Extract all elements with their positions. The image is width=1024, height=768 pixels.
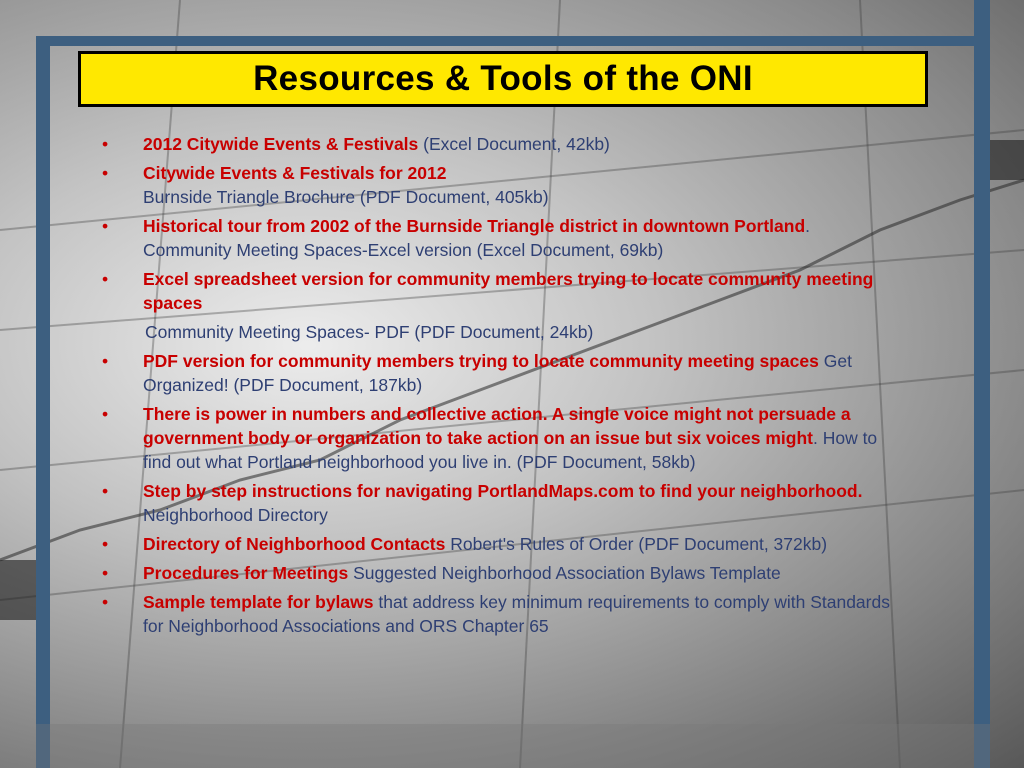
- resource-link[interactable]: Sample template for bylaws: [143, 592, 374, 612]
- bullet: •: [102, 351, 109, 371]
- resource-note: Robert's Rules of Order (PDF Document, 372kb): [445, 534, 828, 554]
- list-item: [100, 161, 900, 209]
- resource-link[interactable]: Directory of Neighborhood Contacts: [143, 534, 446, 554]
- resource-suffix: .: [805, 216, 811, 236]
- resource-list-continued: [100, 349, 900, 638]
- resource-note: that address key minimum requirements to comply with Standards for Neighborhood Associations and ORS Chapter 65: [143, 592, 890, 636]
- content-area: [100, 132, 900, 643]
- resource-note: (Excel Document, 42kb): [418, 134, 610, 154]
- resource-link[interactable]: Citywide Events & Festivals for 2012: [143, 163, 447, 183]
- slide-title: Resources & Tools of the ONI: [253, 59, 753, 98]
- bullet: •: [102, 534, 109, 554]
- list-item: [100, 214, 900, 262]
- list-item: [100, 561, 900, 585]
- list-item: [100, 479, 900, 527]
- bullet: •: [102, 269, 109, 289]
- resource-link[interactable]: Step by step instructions for navigating PortlandMaps.com to find your neighborhood.: [143, 481, 863, 501]
- title-box: [78, 51, 928, 107]
- resource-link[interactable]: Excel spreadsheet version for community members trying to locate community meeting spaces: [143, 269, 874, 313]
- bullet: •: [102, 481, 109, 501]
- list-item: [100, 402, 900, 474]
- bullet: •: [102, 592, 109, 612]
- list-item: [100, 590, 900, 638]
- bullet: •: [102, 134, 109, 154]
- frame-top-bar: [36, 36, 976, 46]
- bullet: •: [102, 216, 109, 236]
- resource-note: Neighborhood Directory: [143, 505, 328, 525]
- frame-left-bar: [36, 36, 50, 768]
- standalone-note: Community Meeting Spaces- PDF (PDF Document, 24kb): [145, 322, 594, 342]
- resource-link[interactable]: Historical tour from 2002 of the Burnside Triangle district in downtown Portland: [143, 216, 806, 236]
- bullet: •: [102, 563, 109, 583]
- resource-note: Burnside Triangle Brochure (PDF Document, 405kb): [143, 187, 549, 207]
- bullet: •: [102, 404, 109, 424]
- resource-note: Get Organized! (PDF Document, 187kb): [143, 351, 852, 395]
- list-item: [100, 532, 900, 556]
- resource-link[interactable]: 2012 Citywide Events & Festivals: [143, 134, 419, 154]
- list-item: [100, 267, 900, 315]
- resource-note: Suggested Neighborhood Association Bylaws Template: [348, 563, 781, 583]
- list-item: [100, 349, 900, 397]
- resource-list: [100, 132, 900, 315]
- frame-bottom-shade: [36, 724, 990, 768]
- bullet: •: [102, 163, 109, 183]
- resource-note: Community Meeting Spaces-Excel version (Excel Document, 69kb): [143, 240, 664, 260]
- resource-link[interactable]: Procedures for Meetings: [143, 563, 349, 583]
- resource-link[interactable]: PDF version for community members trying to locate community meeting spaces: [143, 351, 819, 371]
- list-item: [100, 132, 900, 156]
- resource-link[interactable]: There is power in numbers and collective action. A single voice might not persuade a government body or organization to take action on an issue but six voices might: [143, 404, 851, 448]
- resource-note: . How to find out what Portland neighborhood you live in. (PDF Document, 58kb): [143, 428, 878, 472]
- frame-right-bar: [974, 0, 990, 768]
